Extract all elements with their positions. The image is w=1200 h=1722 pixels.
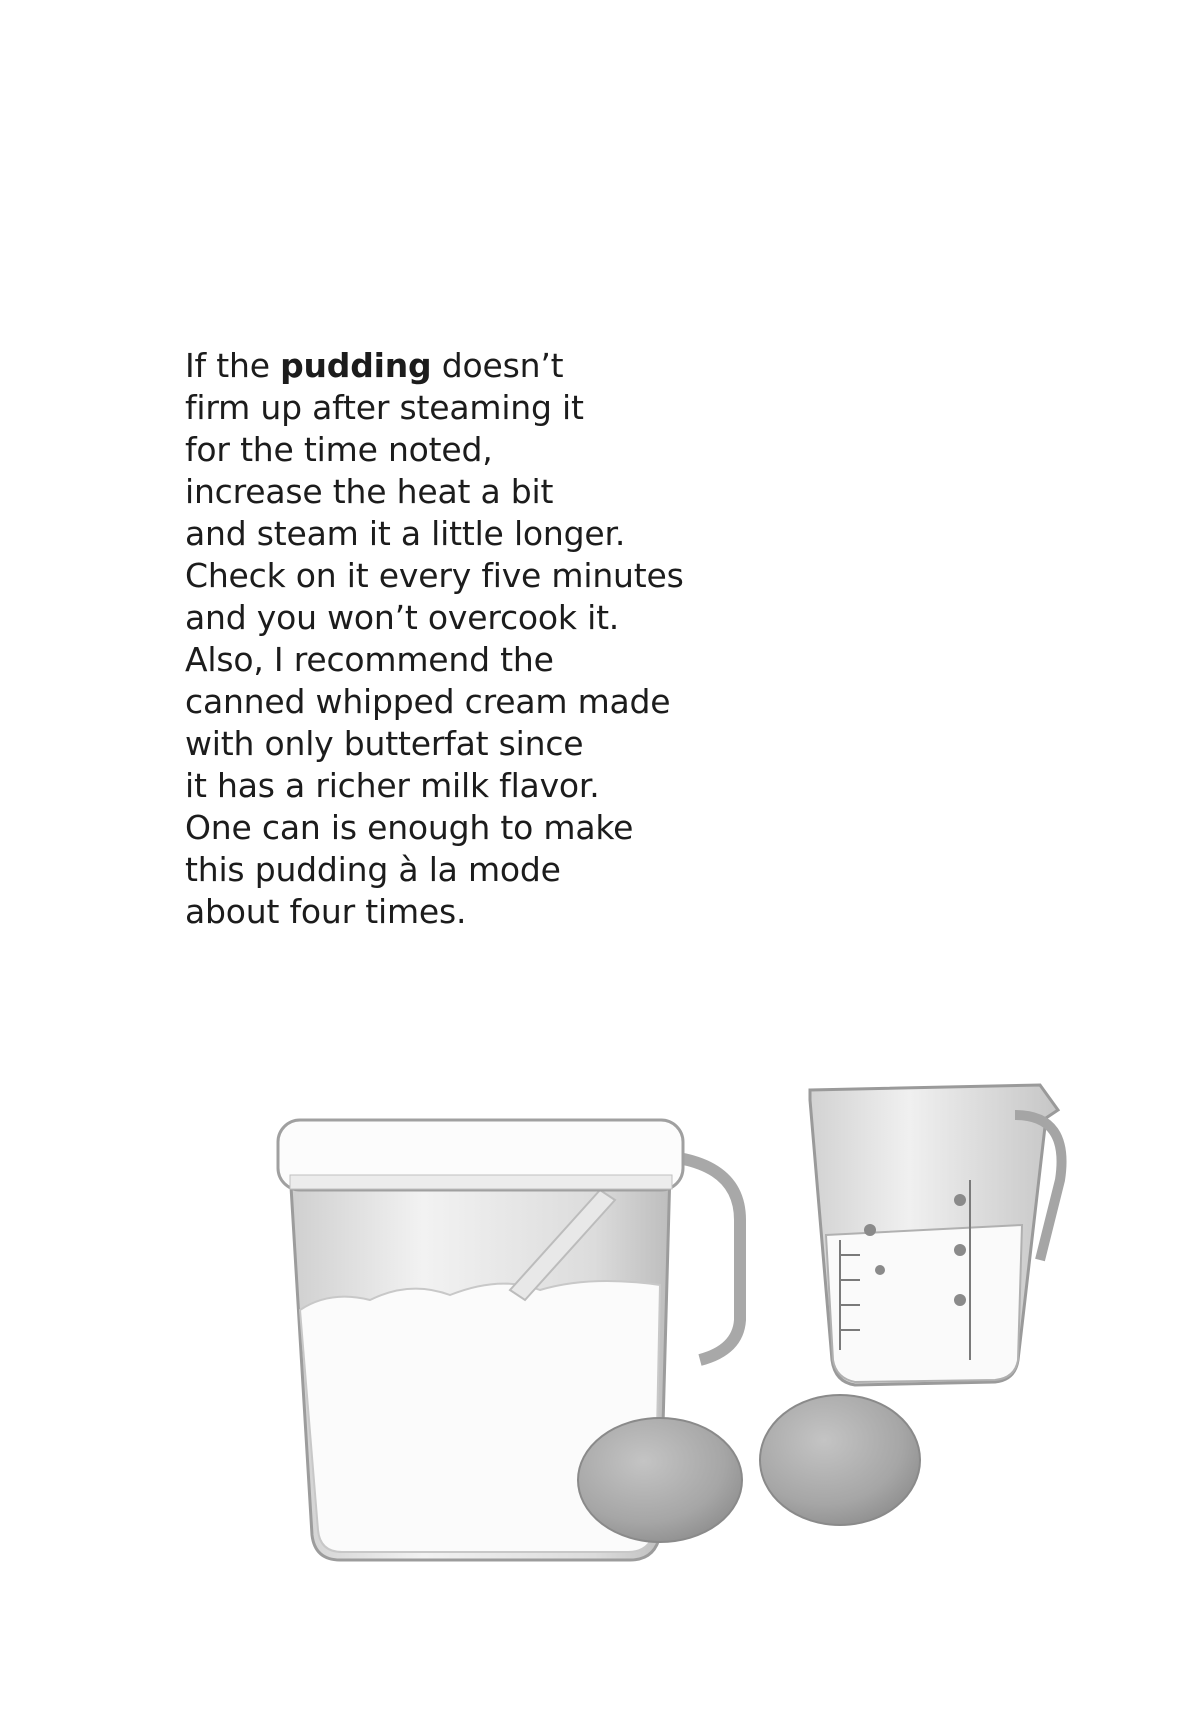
tip-line-4: increase the heat a bit bbox=[185, 472, 554, 511]
tip-line-13: this pudding à la mode bbox=[185, 850, 561, 889]
tip-paragraph bbox=[185, 345, 805, 933]
tip-line-12: One can is enough to make bbox=[185, 808, 634, 847]
tip-text: If the bbox=[185, 346, 281, 385]
tip-line-1 bbox=[185, 345, 805, 387]
tip-line-11: it has a richer milk flavor. bbox=[185, 766, 600, 805]
tip-line-5: and steam it a little longer. bbox=[185, 514, 626, 553]
ingredients-photo bbox=[270, 1060, 1070, 1580]
tip-line-14: about four times. bbox=[185, 892, 467, 931]
egg-icon bbox=[578, 1418, 742, 1542]
tip-keyword: pudding bbox=[280, 346, 432, 385]
tip-line-7: and you won’t overcook it. bbox=[185, 598, 620, 637]
measuring-cup-icon bbox=[810, 1085, 1062, 1385]
tip-text: doesn’t bbox=[431, 346, 564, 385]
tip-line-6: Check on it every five minutes bbox=[185, 556, 684, 595]
tip-line-9: canned whipped cream made bbox=[185, 682, 671, 721]
tip-line-2: firm up after steaming it bbox=[185, 388, 584, 427]
tip-line-10: with only butterfat since bbox=[185, 724, 584, 763]
tip-line-3: for the time noted, bbox=[185, 430, 493, 469]
egg-icon bbox=[760, 1395, 920, 1525]
tip-line-8: Also, I recommend the bbox=[185, 640, 554, 679]
